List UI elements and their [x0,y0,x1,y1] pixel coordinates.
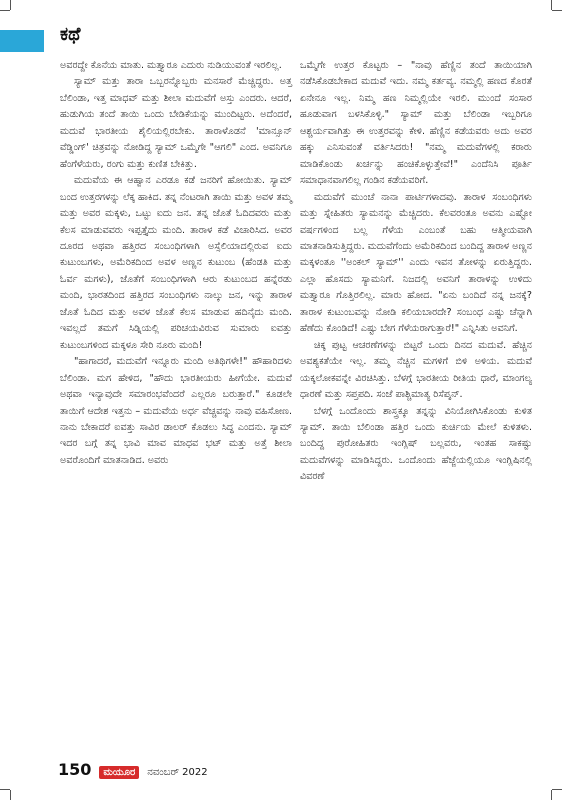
page-number: 150 [58,760,92,779]
crop-mark-top-left-h [0,10,10,11]
paragraph: ಒಮ್ಮೆಗೇ ಉತ್ತರ ಕೊಟ್ಟರು – "ನಾವು ಹೆಣ್ಣಿನ ತಂದೆ ತಾಯಿಯಾಗಿ ನಡೆಸಿಕೊಡಬೇಕಾದ ಮದುವೆ ಇದು. ನಮ್ಮ ಕರ್ತವ್ಯ. ನಮ್ಮಲ್ಲಿ ಹಣದ ಕೊರತೆ ಏನೇನೂ ಇಲ್ಲ. ನಿಮ್ಮ ಹಣ ನಿಮ್ಮಲ್ಲಿಯೇ ಇರಲಿ. ಮುಂದೆ ಸಂಸಾರ ಹೂಡುವಾಗ ಬಳಸಿಕೊಳ್ಳಿ." ಸ್ಯಾಮ್ ಮತ್ತು ಬೆಲಿಂಡಾ ಇಬ್ಬರಿಗೂ ಆಶ್ಚರ್ಯವಾಗಿತ್ತು ಈ ಉತ್ತರವನ್ನು ಕೇಳಿ. ಹೆಣ್ಣಿನ ಕಡೆಯವರು ಅದು ಅವರ ಹಕ್ಕು ಎನಿಸುವಂತೆ ವರ್ತಿಸಿದರು! "ನಮ್ಮ ಮದುವೆಗಳಲ್ಲಿ ಕರಾರು ಮಾಡಿಕೊಂಡು ಖರ್ಚನ್ನು ಹಂಚಿಕೊಳ್ಳುತ್ತೇವೆ!" ಎಂದೆನಿಸಿ ಪೂರ್ತಿ ಸಮಾಧಾನವಾಗಲಿಲ್ಲ ಗಂಡಿನ ಕಡೆಯವರಿಗೆ. [300,60,532,187]
paragraph: ಸ್ಯಾಮ್ ಮತ್ತು ತಾರಾ ಒಬ್ಬರನ್ನೊಬ್ಬರು ಮನಸಾರೆ ಮೆಚ್ಚಿದ್ದರು. ಅತ್ತ ಬೆಲಿಂಡಾ, ಇತ್ತ ಮಾಧವ್ ಮತ್ತು ಶೀಲಾ ಮದುವೆಗೆ ಅಸ್ತು ಎಂದರು. ಆದರೆ, ಹುಡುಗಿಯ ತಂದೆ ತಾಯಿ ಒಂದು ಬೇಡಿಕೆಯನ್ನು ಮುಂದಿಟ್ಟರು. ಅದೆಂದರೆ, ಮದುವೆ ಭಾರತೀಯ ಶೈಲಿಯಲ್ಲಿರಬೇಕು. ತಾರಾಳೊಡನೆ 'ಮಾನ್ಸೂನ್ ವೆಡ್ಡಿಂಗ್' ಚಿತ್ರವನ್ನು ನೋಡಿದ್ದ ಸ್ಯಾಮ್ ಒಮ್ಮೆಗೇ "ಆಗಲಿ" ಎಂದ. ಅವನಿಗೂ ಹೆಂಗೆಳೆಯರು, ರಂಗು ಮತ್ತು ಕುಣಿತ ಬೇಕಿತ್ತು. [60,76,292,170]
section-accent-bar [0,30,44,52]
crop-mark-top-left [10,0,11,10]
paragraph: ಬೆಳಗ್ಗೆ ಒಂದೊಂದು ಶಾಸ್ತ್ರಕ್ಕೂ ತನ್ನನ್ನು ವಿನಿಯೋಗಿಸಿಕೊಂಡು ಕುಳಿತ ಸ್ಯಾಮ್. ತಾಯಿ ಬೆಲಿಂಡಾ ಹತ್ತಿರ ಒಂದು ಕುರ್ಚಿಯ ಮೇಲೆ ಕುಳಿತಳು. ಬಂದಿದ್ದ ಪುರೋಹಿತರು ಇಂಗ್ಲಿಷ್ ಬಲ್ಲವರು, ಇಂತಹ ಸಾಕಷ್ಟು ಮದುವೆಗಳನ್ನು ಮಾಡಿಸಿದ್ದರು. ಒಂದೊಂದು ಹೆಜ್ಜೆಯಲ್ಲಿಯೂ ಇಂಗ್ಲಿಷಿನಲ್ಲಿ ವಿವರಣೆ [300,405,532,483]
paragraph: "ಹಾಗಾದರೆ, ಮದುವೆಗೆ ಇನ್ನೂರು ಮಂದಿ ಅತಿಥಿಗಳೇ!" ಹೌಹಾರಿದಳು ಬೆಲಿಂಡಾ. ಮಗ ಹೇಳಿದ, "ಹೌದು ಭಾರತೀಯರು ಹೀಗೆಯೇ. ಮದುವೆ ಅಥವಾ ಇನ್ಯಾವುದೇ ಸಮಾರಂಭವೆಂದರೆ ಎಲ್ಲರೂ ಬರುತ್ತಾರೆ." ಕೂಡಲೇ ತಾಯಿಗೆ ಆದೇಶ ಇತ್ತನು – ಮದುವೆಯ ಅರ್ಧ ವೆಚ್ಚವನ್ನು ನಾವು ವಹಿಸೋಣ. ನಾನು ಬೇಕಾದರೆ ಐವತ್ತು ಸಾವಿರ ಡಾಲರ್ ಕೊಡಲು ಸಿದ್ಧ ಎಂದನು. ಸ್ಯಾಮ್ ಇದರ ಬಗ್ಗೆ ತನ್ನ ಭಾವಿ ಮಾವ ಮಾಧವ ಭಟ್ ಮತ್ತು ಅತ್ತೆ ಶೀಲಾ ಅವರೊಂದಿಗೆ ಮಾತನಾಡಿದ. ಅವರು [60,356,292,466]
crop-mark-bottom-right-h [552,789,562,790]
paragraph: ಮದುವೆಗೆ ಮುಂಚೆ ನಾನಾ ಪಾರ್ಟಿಗಳಾದವು. ತಾರಾಳ ಸಂಬಂಧಿಗಳು ಮತ್ತು ಸ್ನೇಹಿತರು ಸ್ಯಾಮನನ್ನು ಮೆಚ್ಚಿದರು. ಕೆಲವರಂತೂ ಅವನು ಎಷ್ಟೋ ವರ್ಷಗಳಿಂದ ಬಲ್ಲ ಗೆಳೆಯ ಎಂಬಂತೆ ಬಹು ಆತ್ಮೀಯವಾಗಿ ಮಾತನಾಡಿಸುತ್ತಿದ್ದರು. ಮದುವೆಗೆಂದು ಅಮೆರಿಕದಿಂದ ಬಂದಿದ್ದ ತಾರಾಳ ಅಣ್ಣನ ಮಕ್ಕಳಂತೂ ''ಅಂಕಲ್ ಸ್ಯಾಮ್'' ಎಂದು ಇವನ ತೋಳನ್ನು ಏರುತ್ತಿದ್ದರು. ಎಲ್ಲಾ ಹೊಸದು ಸ್ಯಾಮನಿಗೆ. ನಿಜದಲ್ಲಿ ಅವನಿಗೆ ತಾರಾಳನ್ನು ಉಳಿದು ಮತ್ತ್ಯಾರೂ ಗೊತ್ತಿರಲಿಲ್ಲ. ಮಾರು ಹೋದ. "ಏನು ಬಂದಿದೆ ನನ್ನ ಜನಕ್ಕೆ? ತಾರಾಳ ಕುಟುಂಬವನ್ನು ನೋಡಿ ಕಲಿಯಬಾರದೇ? ಸಂಬಂಧ ಎಷ್ಟು ಚೆನ್ನಾಗಿ ಹೆಣೆದು ಕೊಂಡಿದೆ! ಎಷ್ಟು ಬೇಗ ಗೆಳೆಯರಾಗುತ್ತಾರೆ!" ಎನ್ನಿಸಿತು ಅವನಿಗೆ. [300,191,532,335]
crop-mark-bottom-right [551,790,552,800]
crop-mark-top-right [551,0,552,10]
magazine-logo: ಮಯೂರ [99,766,139,779]
crop-mark-bottom-left-h [0,789,10,790]
right-column [300,58,532,486]
paragraph: ಅವರದ್ದೇ ಕೊನೆಯ ಮಾತು. ಮತ್ತ್ಯಾರೂ ಎದುರು ನುಡಿಯುವಂತೆ ಇರಲಿಲ್ಲ. [60,60,282,71]
paragraph: ಚಿಕ್ಕ ಪುಟ್ಟ ಆಚರಣೆಗಳನ್ನು ಬಿಟ್ಟರೆ ಒಂದು ದಿನದ ಮದುವೆ. ಹೆಚ್ಚಿನ ಅವಶ್ಯಕತೆಯೇ ಇಲ್ಲ. ತಮ್ಮ ನೆಚ್ಚಿನ ಮಗಳಿಗೆ ಬಿಳಿ ಅಳಿಯ. ಮದುವೆ ಯಕ್ಕಲೋಕವನ್ನೇ ವಿರಚಿಸಿತ್ತು. ಬೆಳಗ್ಗೆ ಭಾರತೀಯ ರೀತಿಯ ಧಾರೆ, ಮಾಂಗಲ್ಯ ಧಾರಣೆ ಮತ್ತು ಸಪ್ತಪದಿ. ಸಂಜೆ ಪಾಶ್ಚಿಮಾತ್ಯ ರಿಸೆಪ್ಶನ್. [300,339,532,401]
left-column [60,58,292,469]
crop-mark-bottom-left [10,790,11,800]
paragraph: ಮದುವೆಯ ಈ ಆಹ್ವಾನ ಎರಡೂ ಕಡೆ ಜನರಿಗೆ ಹೋಯಿತು. ಸ್ಯಾಮ್ ಬಂದ ಉತ್ತರಗಳನ್ನು ಲೆಕ್ಕ ಹಾಕಿದ. ತನ್ನ ನೆಂಟರಾಗಿ ತಾಯಿ ಮತ್ತು ಅವಳ ತಮ್ಮ ಮತ್ತು ಅವರ ಮಕ್ಕಳು, ಒಟ್ಟು ಐದು ಜನ. ತನ್ನ ಜೊತೆ ಓದಿದವರು ಮತ್ತು ಕೆಲಸ ಮಾಡುವವರು ಇಪ್ಪತ್ತೈದು ಮಂದಿ. ತಾರಾಳ ಕಡೆ ವಿಚಾರಿಸಿದ. ಅವರ ದೂರದ ಅಥವಾ ಹತ್ತಿರದ ಸಂಬಂಧಿಗಳಾಗಿ ಅಸ್ಸೆಲಿಯಾದಲ್ಲಿರುವ ಐದು ಕುಟುಂಬಗಳು, ಅಮೆರಿಕದಿಂದ ಅವಳ ಅಣ್ಣನ ಕುಟುಂಬ (ಹೆಂಡತಿ ಮತ್ತು ಓರ್ವ ಮಗಳು), ಜೊತೆಗೆ ಸಂಬಂಧಿಗಳಾಗಿ ಆರು ಕುಟುಂಬದ ಹನ್ನೆರಡು ಮಂದಿ, ಭಾರತದಿಂದ ಹತ್ತಿರದ ಸಂಬಂಧಿಗಳು ನಾಲ್ಕು ಜನ, ಇನ್ನು ತಾರಾಳ ಜೊತೆ ಓದಿದ ಮತ್ತು ಅವಳ ಜೊತೆ ಕೆಲಸ ಮಾಡುವ ಹದಿನೈದು ಮಂದಿ. ಇವಲ್ಲದೆ ತಮಗೆ ಸಿಡ್ನಿಯಲ್ಲಿ ಪರಿಚಯವಿರುವ ಸುಮಾರು ಐವತ್ತು ಕುಟುಂಬಗಳಿಂದ ಮಕ್ಕಳೂ ಸೇರಿ ನೂರು ಮಂದಿ! [60,175,292,351]
page-footer [58,760,208,779]
issue-date: ನವಂಬರ್ 2022 [147,767,208,778]
crop-mark-top-right-h [552,10,562,11]
section-title: ಕಥೆ [60,24,81,45]
